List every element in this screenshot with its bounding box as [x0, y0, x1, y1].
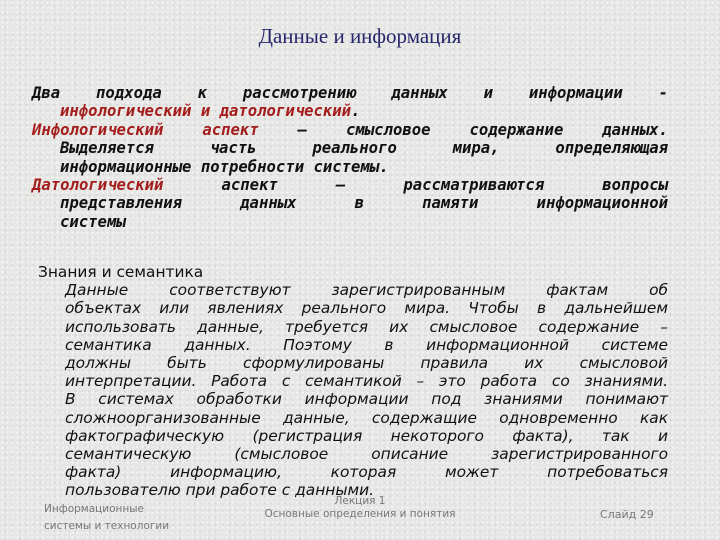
- knowledge-line: сложноорганизованные данные, содержащие одновременно как: [65, 408, 668, 427]
- knowledge-line: интерпретации. Работа с семантикой – это работа со знаниями.: [65, 372, 668, 391]
- knowledge-text: [38, 281, 668, 499]
- footer-course: [44, 501, 169, 535]
- slide-title: Данные и информация: [258, 24, 462, 48]
- footer-lecture-number: Лекция 1: [334, 495, 386, 507]
- approaches-names: инфологический и датологический: [60, 102, 352, 121]
- datolog-line-3: системы: [60, 212, 126, 231]
- knowledge-line: Данные соответствуют зарегистрированным фактам об: [65, 281, 668, 300]
- knowledge-line: факта) информацию, которая может потребоваться: [65, 463, 668, 482]
- footer-lecture: [240, 495, 480, 521]
- intro-line-2: [32, 102, 668, 120]
- knowledge-line: пользователю при работе с данными.: [65, 481, 374, 500]
- knowledge-line: семантическую (смысловое описание зарегистрированного: [65, 445, 668, 464]
- intro-period: .: [351, 102, 361, 121]
- datolog-term: Датологический: [32, 176, 164, 195]
- knowledge-heading: Знания и семантика: [38, 263, 204, 281]
- footer-lecture-title: Основные определения и понятия: [264, 508, 456, 520]
- approaches-block: [32, 84, 668, 231]
- infolog-line-1: [32, 121, 668, 139]
- knowledge-line: использовать данные, требуется их смысловое содержание –: [65, 317, 668, 336]
- datolog-line-2: представления данных в памяти информационной: [60, 194, 668, 213]
- slide-number: Слайд 29: [600, 508, 654, 521]
- knowledge-section: [38, 263, 668, 500]
- infolog-line-3: информационные потребности системы.: [60, 157, 389, 176]
- datolog-line-1: [32, 176, 668, 194]
- infolog-definition: – смысловое содержание данных.: [258, 120, 668, 139]
- intro-line-1: Два подхода к рассмотрению данных и информации -: [32, 84, 668, 102]
- knowledge-line: объектах или явлениях реального мира. Чтобы в дальнейшем: [65, 299, 668, 318]
- datolog-definition: аспект – рассматриваются вопросы: [163, 176, 668, 195]
- knowledge-line: В системах обработки информации под знаниями понимают: [65, 390, 668, 409]
- knowledge-line: семантика данных. Поэтому в информационной системе: [65, 335, 668, 354]
- infolog-term: Инфологический аспект: [32, 120, 259, 139]
- infolog-line-2: Выделяется часть реального мира, определяющая: [60, 139, 668, 158]
- footer-course-line-1: Информационные: [44, 503, 145, 515]
- knowledge-line: фактографическую (регистрация некоторого факта), так и: [65, 426, 668, 445]
- footer-course-line-2: системы и технологии: [44, 520, 170, 532]
- knowledge-line: должны быть сформулированы правила их смысловой: [65, 354, 668, 373]
